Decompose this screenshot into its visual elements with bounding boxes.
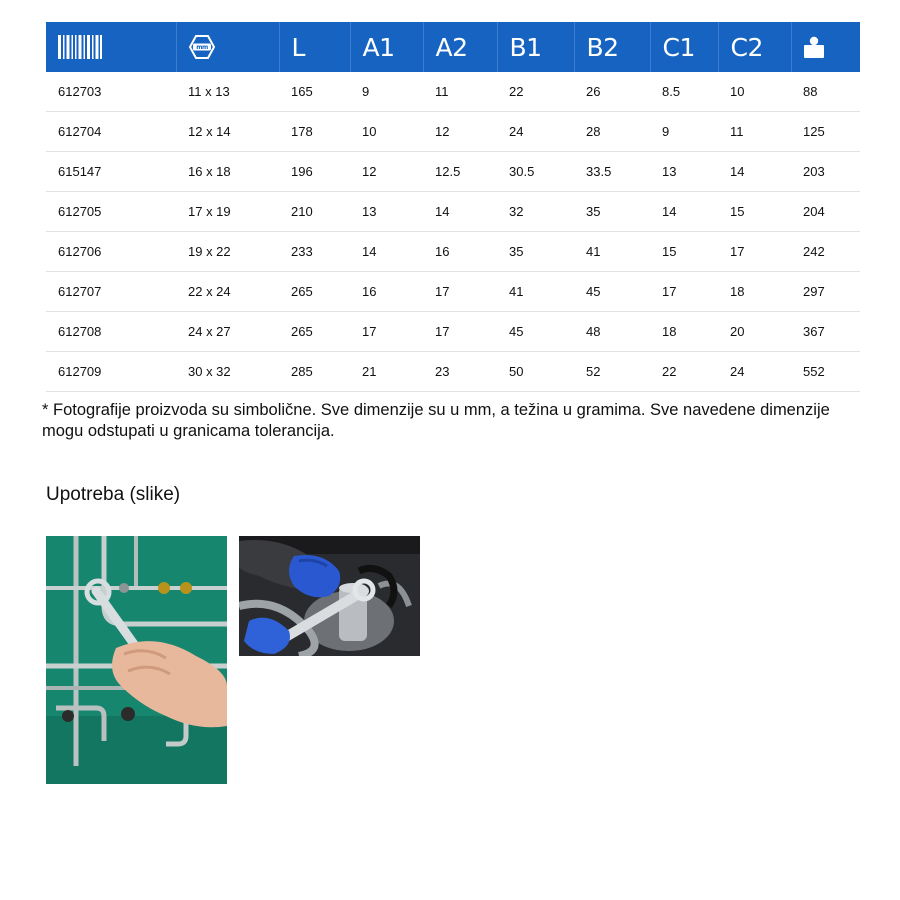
- cell-C2: 14: [718, 152, 791, 192]
- cell-weight: 88: [791, 72, 860, 112]
- cell-B2: 33.5: [574, 152, 650, 192]
- cell-C1: 9: [650, 112, 718, 152]
- cell-B1: 24: [497, 112, 574, 152]
- cell-C2: 17: [718, 232, 791, 272]
- cell-A2: 12: [423, 112, 497, 152]
- cell-L: 165: [279, 72, 350, 112]
- cell-code: 612706: [46, 232, 176, 272]
- cell-C1: 18: [650, 312, 718, 352]
- cell-A1: 13: [350, 192, 423, 232]
- cell-code: 612705: [46, 192, 176, 232]
- cell-B1: 41: [497, 272, 574, 312]
- cell-size: 17 x 19: [176, 192, 279, 232]
- table-body: [46, 72, 860, 392]
- table-row: [46, 352, 860, 392]
- cell-A1: 14: [350, 232, 423, 272]
- table-row: [46, 112, 860, 152]
- cell-L: 196: [279, 152, 350, 192]
- cell-code: 612704: [46, 112, 176, 152]
- cell-C2: 24: [718, 352, 791, 392]
- usage-photo-green: [46, 536, 227, 784]
- cell-A1: 16: [350, 272, 423, 312]
- hex-size-icon-label: mm: [195, 44, 208, 51]
- cell-A1: 10: [350, 112, 423, 152]
- cell-A2: 17: [423, 272, 497, 312]
- cell-code: 615147: [46, 152, 176, 192]
- col-header-L: L: [279, 22, 350, 72]
- cell-B2: 48: [574, 312, 650, 352]
- cell-C2: 11: [718, 112, 791, 152]
- cell-A2: 23: [423, 352, 497, 392]
- cell-C1: 14: [650, 192, 718, 232]
- col-header-B2: B2: [574, 22, 650, 72]
- cell-C1: 8.5: [650, 72, 718, 112]
- cell-weight: 367: [791, 312, 860, 352]
- cell-weight: 204: [791, 192, 860, 232]
- cell-B1: 22: [497, 72, 574, 112]
- weight-icon: [804, 36, 824, 58]
- cell-A2: 17: [423, 312, 497, 352]
- col-header-weight: [791, 22, 860, 72]
- cell-C1: 17: [650, 272, 718, 312]
- table-row: [46, 152, 860, 192]
- cell-C2: 18: [718, 272, 791, 312]
- usage-photo-engine: [239, 536, 420, 656]
- cell-size: 22 x 24: [176, 272, 279, 312]
- cell-code: 612703: [46, 72, 176, 112]
- table-row: [46, 312, 860, 352]
- cell-B2: 26: [574, 72, 650, 112]
- cell-A2: 16: [423, 232, 497, 272]
- cell-C2: 10: [718, 72, 791, 112]
- col-header-A1: A1: [350, 22, 423, 72]
- cell-B1: 45: [497, 312, 574, 352]
- col-header-B1: B1: [497, 22, 574, 72]
- cell-code: 612707: [46, 272, 176, 312]
- cell-B2: 45: [574, 272, 650, 312]
- cell-C1: 22: [650, 352, 718, 392]
- table-row: [46, 72, 860, 112]
- cell-A2: 12.5: [423, 152, 497, 192]
- cell-size: 19 x 22: [176, 232, 279, 272]
- cell-C2: 15: [718, 192, 791, 232]
- table-row: [46, 272, 860, 312]
- cell-B1: 32: [497, 192, 574, 232]
- footnote: * Fotografije proizvoda su simbolične. Sve dimenzije su u mm, a težina u gramima. Sve navedene dimenzije mogu odstupati u granicama tolerancija.: [42, 401, 830, 440]
- cell-weight: 552: [791, 352, 860, 392]
- cell-A2: 14: [423, 192, 497, 232]
- spec-table: [46, 22, 860, 392]
- cell-size: 11 x 13: [176, 72, 279, 112]
- table-row: [46, 192, 860, 232]
- cell-code: 612709: [46, 352, 176, 392]
- col-header-size: [176, 22, 279, 72]
- cell-weight: 242: [791, 232, 860, 272]
- cell-size: 30 x 32: [176, 352, 279, 392]
- cell-weight: 297: [791, 272, 860, 312]
- cell-L: 233: [279, 232, 350, 272]
- cell-size: 24 x 27: [176, 312, 279, 352]
- cell-weight: 203: [791, 152, 860, 192]
- cell-L: 265: [279, 272, 350, 312]
- cell-L: 178: [279, 112, 350, 152]
- cell-C2: 20: [718, 312, 791, 352]
- barcode-icon: [58, 35, 102, 59]
- cell-C1: 15: [650, 232, 718, 272]
- cell-A2: 11: [423, 72, 497, 112]
- cell-B1: 50: [497, 352, 574, 392]
- cell-B2: 35: [574, 192, 650, 232]
- cell-B2: 41: [574, 232, 650, 272]
- cell-size: 12 x 14: [176, 112, 279, 152]
- col-header-A2: A2: [423, 22, 497, 72]
- cell-A1: 17: [350, 312, 423, 352]
- cell-weight: 125: [791, 112, 860, 152]
- cell-code: 612708: [46, 312, 176, 352]
- table-header-row: [46, 22, 860, 72]
- col-header-code: [46, 22, 176, 72]
- col-header-C2: C2: [718, 22, 791, 72]
- section-heading: Upotreba (slike): [46, 484, 181, 505]
- col-header-C1: C1: [650, 22, 718, 72]
- cell-B1: 35: [497, 232, 574, 272]
- cell-A1: 12: [350, 152, 423, 192]
- cell-A1: 21: [350, 352, 423, 392]
- table-row: [46, 232, 860, 272]
- cell-B1: 30.5: [497, 152, 574, 192]
- cell-B2: 52: [574, 352, 650, 392]
- cell-B2: 28: [574, 112, 650, 152]
- cell-A1: 9: [350, 72, 423, 112]
- cell-C1: 13: [650, 152, 718, 192]
- cell-L: 285: [279, 352, 350, 392]
- cell-size: 16 x 18: [176, 152, 279, 192]
- cell-L: 265: [279, 312, 350, 352]
- cell-L: 210: [279, 192, 350, 232]
- hex-size-icon: [189, 35, 215, 59]
